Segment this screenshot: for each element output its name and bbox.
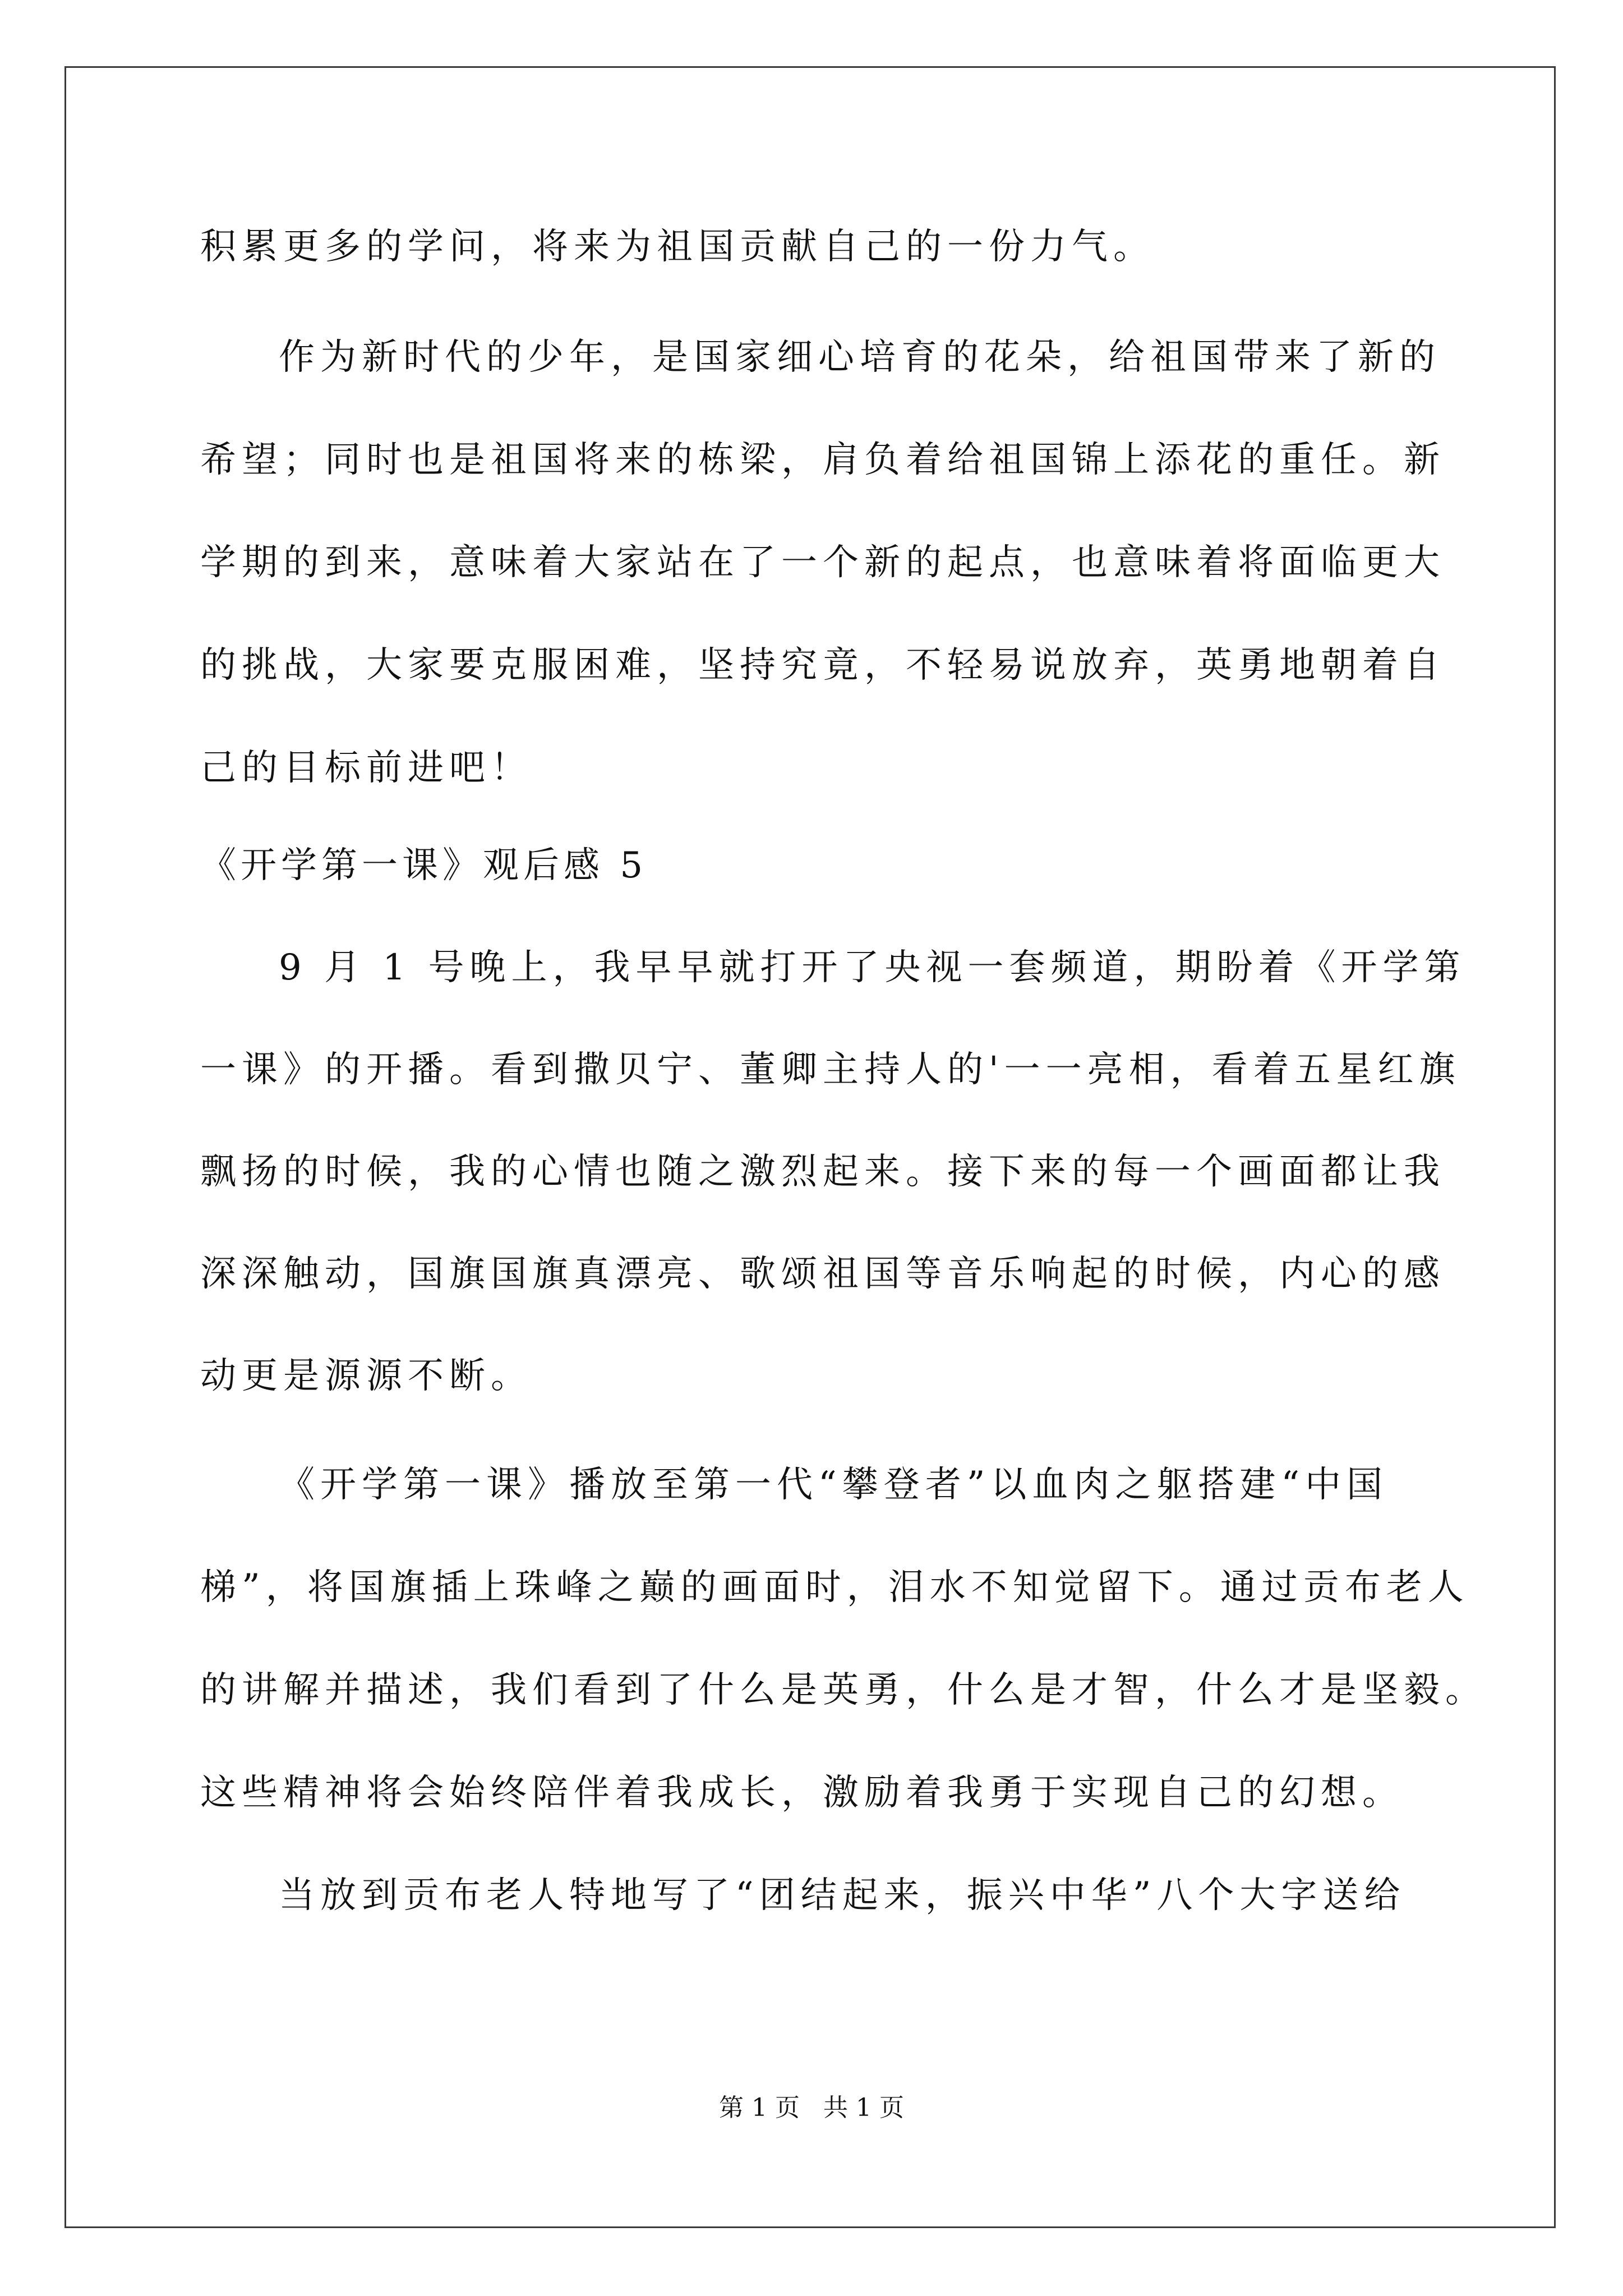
body-text-line: 这些精神将会始终陪伴着我成长，激励着我勇于实现自己的幻想。	[200, 1772, 1404, 1814]
body-text-line: 的讲解并描述，我们看到了什么是英勇，什么是才智，什么才是坚毅。	[200, 1669, 1487, 1711]
section-heading: 《开学第一课》观后感 5	[200, 845, 648, 886]
page-number-footer: 第 1 页 共 1 页	[719, 2093, 904, 2122]
body-text-line: 动更是源源不断。	[200, 1355, 532, 1397]
paragraph-start-line: 9 月 1 号晚上，我早早就打开了央视一套频道，期盼着《开学第	[279, 947, 1466, 988]
body-text-line: 积累更多的学问，将来为祖国贡献自己的一份力气。	[200, 226, 1155, 268]
body-text-line: 飘扬的时候，我的心情也随之激烈起来。接下来的每一个画面都让我	[200, 1151, 1445, 1193]
paragraph-start-line: 当放到贡布老人特地写了“团结起来，振兴中华”八个大字送给	[279, 1875, 1406, 1916]
body-text-line: 己的目标前进吧！	[200, 747, 532, 789]
body-text-line: 深深触动，国旗国旗真漂亮、歌颂祖国等音乐响起的时候，内心的感	[200, 1253, 1445, 1295]
body-text-line: 的挑战，大家要克服困难，坚持究竟，不轻易说放弃，英勇地朝着自	[200, 645, 1445, 686]
paragraph-start-line: 作为新时代的少年，是国家细心培育的花朵，给祖国带来了新的	[279, 337, 1441, 378]
body-text-line: 一课》的开播。看到撒贝宁、董卿主持人的'一一亮相，看着五星红旗	[200, 1049, 1461, 1091]
body-text-line: 希望；同时也是祖国将来的栋梁，肩负着给祖国锦上添花的重任。新	[200, 439, 1445, 481]
body-text-line: 学期的到来，意味着大家站在了一个新的起点，也意味着将面临更大	[200, 542, 1445, 583]
body-text-line: 梯”，将国旗插上珠峰之巅的画面时，泪水不知觉留下。通过贡布老人	[200, 1567, 1469, 1608]
paragraph-start-line: 《开学第一课》播放至第一代“攀登者”以血肉之躯搭建“中国	[279, 1464, 1389, 1506]
